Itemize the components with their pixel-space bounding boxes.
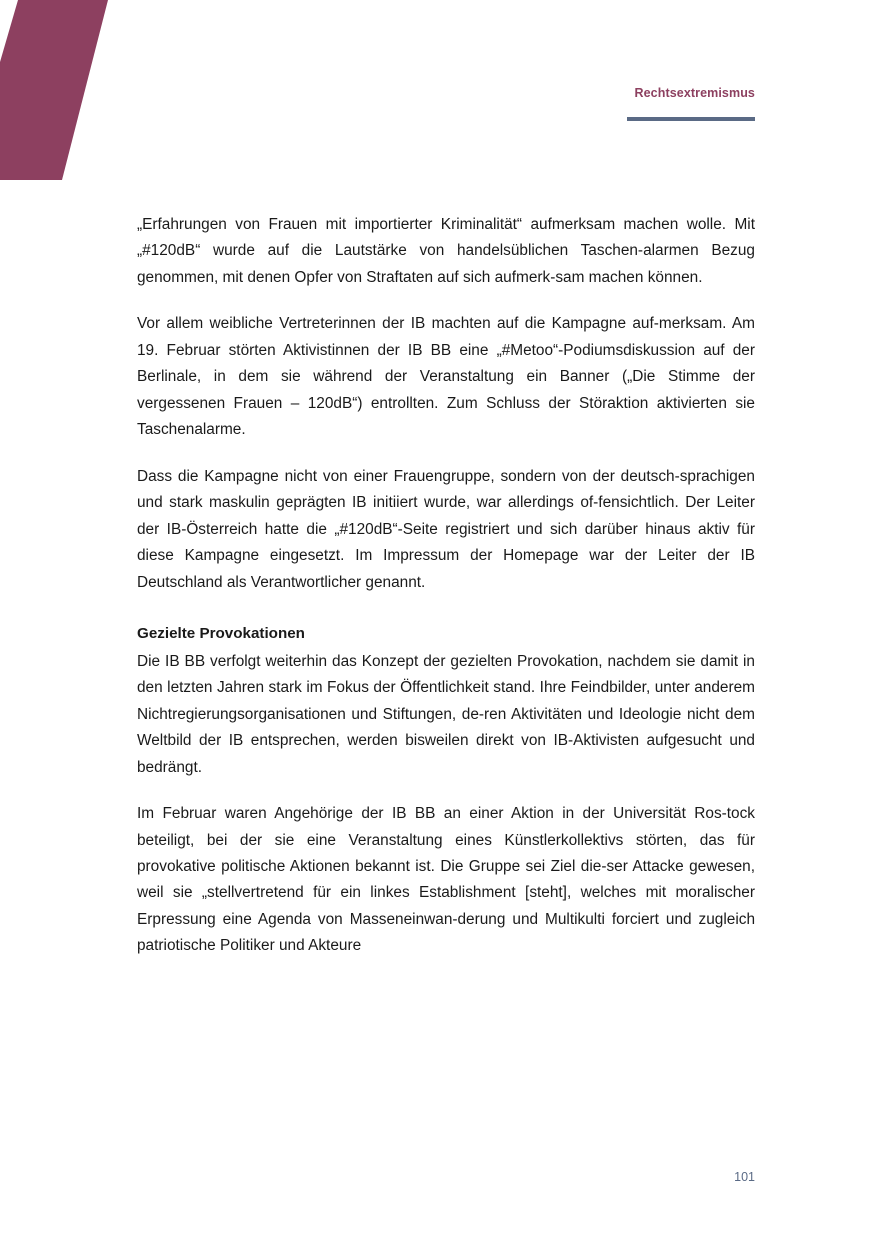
- running-head-label: Rechtsextremismus: [634, 86, 755, 100]
- running-head-rule: [627, 117, 755, 121]
- paragraph: „Erfahrungen von Frauen mit importierter Kriminalität“ aufmerksam machen wolle. Mit „#120dB“ wurde auf die Lautstärke von handelsüblichen Taschen-alarmen Bezug genommen, mit denen Opfer von Straftaten auf sich aufmerk-sam machen können.: [137, 216, 755, 286]
- paragraph: Im Februar waren Angehörige der IB BB an einer Aktion in der Universität Ros-tock beteiligt, bei der sie eine Veranstaltung eines Künstlerkollektivs störten, das für provokative politische Aktionen bekannt ist. Die Gruppe sei Ziel die-ser Attacke gewesen, weil sie „stellvertretend für ein linkes Establishment [steht], welches mit moralischer Erpressung eine Agenda von Masseneinwan-derung und Multikulti forciert und zugleich patriotische Politiker und Akteure: [137, 805, 755, 955]
- running-head: [627, 86, 755, 121]
- paragraph: Vor allem weibliche Vertreterinnen der IB machten auf die Kampagne auf-merksam. Am 19. Februar störten Aktivistinnen der IB BB eine „#Metoo“-Podiumsdiskussion auf der Berlinale, in dem sie während der Veranstaltung ein Banner („Die Stimme der vergessenen Frauen – 120dB“) entrollten. Zum Schluss der Störaktion aktivierten sie Taschenalarme.: [137, 315, 755, 439]
- paragraph: Dass die Kampagne nicht von einer Frauengruppe, sondern von der deutsch-sprachigen und stark maskulin geprägten IB initiiert wurde, war allerdings of-fensichtlich. Der Leiter der IB-Österreich hatte die „#120dB“-Seite registriert und sich darüber hinaus aktiv für diese Kampagne eingesetzt. Im Impressum der Homepage war der Leiter der IB Deutschland als Verantwortlicher genannt.: [137, 467, 755, 591]
- section-subheading: Gezielte Provokationen: [137, 625, 305, 643]
- page-number: 101: [734, 1170, 755, 1184]
- paragraph: Die IB BB verfolgt weiterhin das Konzept der gezielten Provokation, nachdem sie damit in den letzten Jahren stark im Fokus der Öffentlichkeit stand. Ihre Feindbilder, unter anderem Nichtregierungsorganisationen und Stiftungen, de-ren Aktivitäten und Ideologie nicht dem Weltbild der IB entsprechen, werden bisweilen direkt von IB-Aktivisten aufgesucht und bedrängt.: [137, 652, 755, 776]
- decorative-corner-shape: [0, 0, 120, 180]
- body-text-column: [137, 212, 755, 960]
